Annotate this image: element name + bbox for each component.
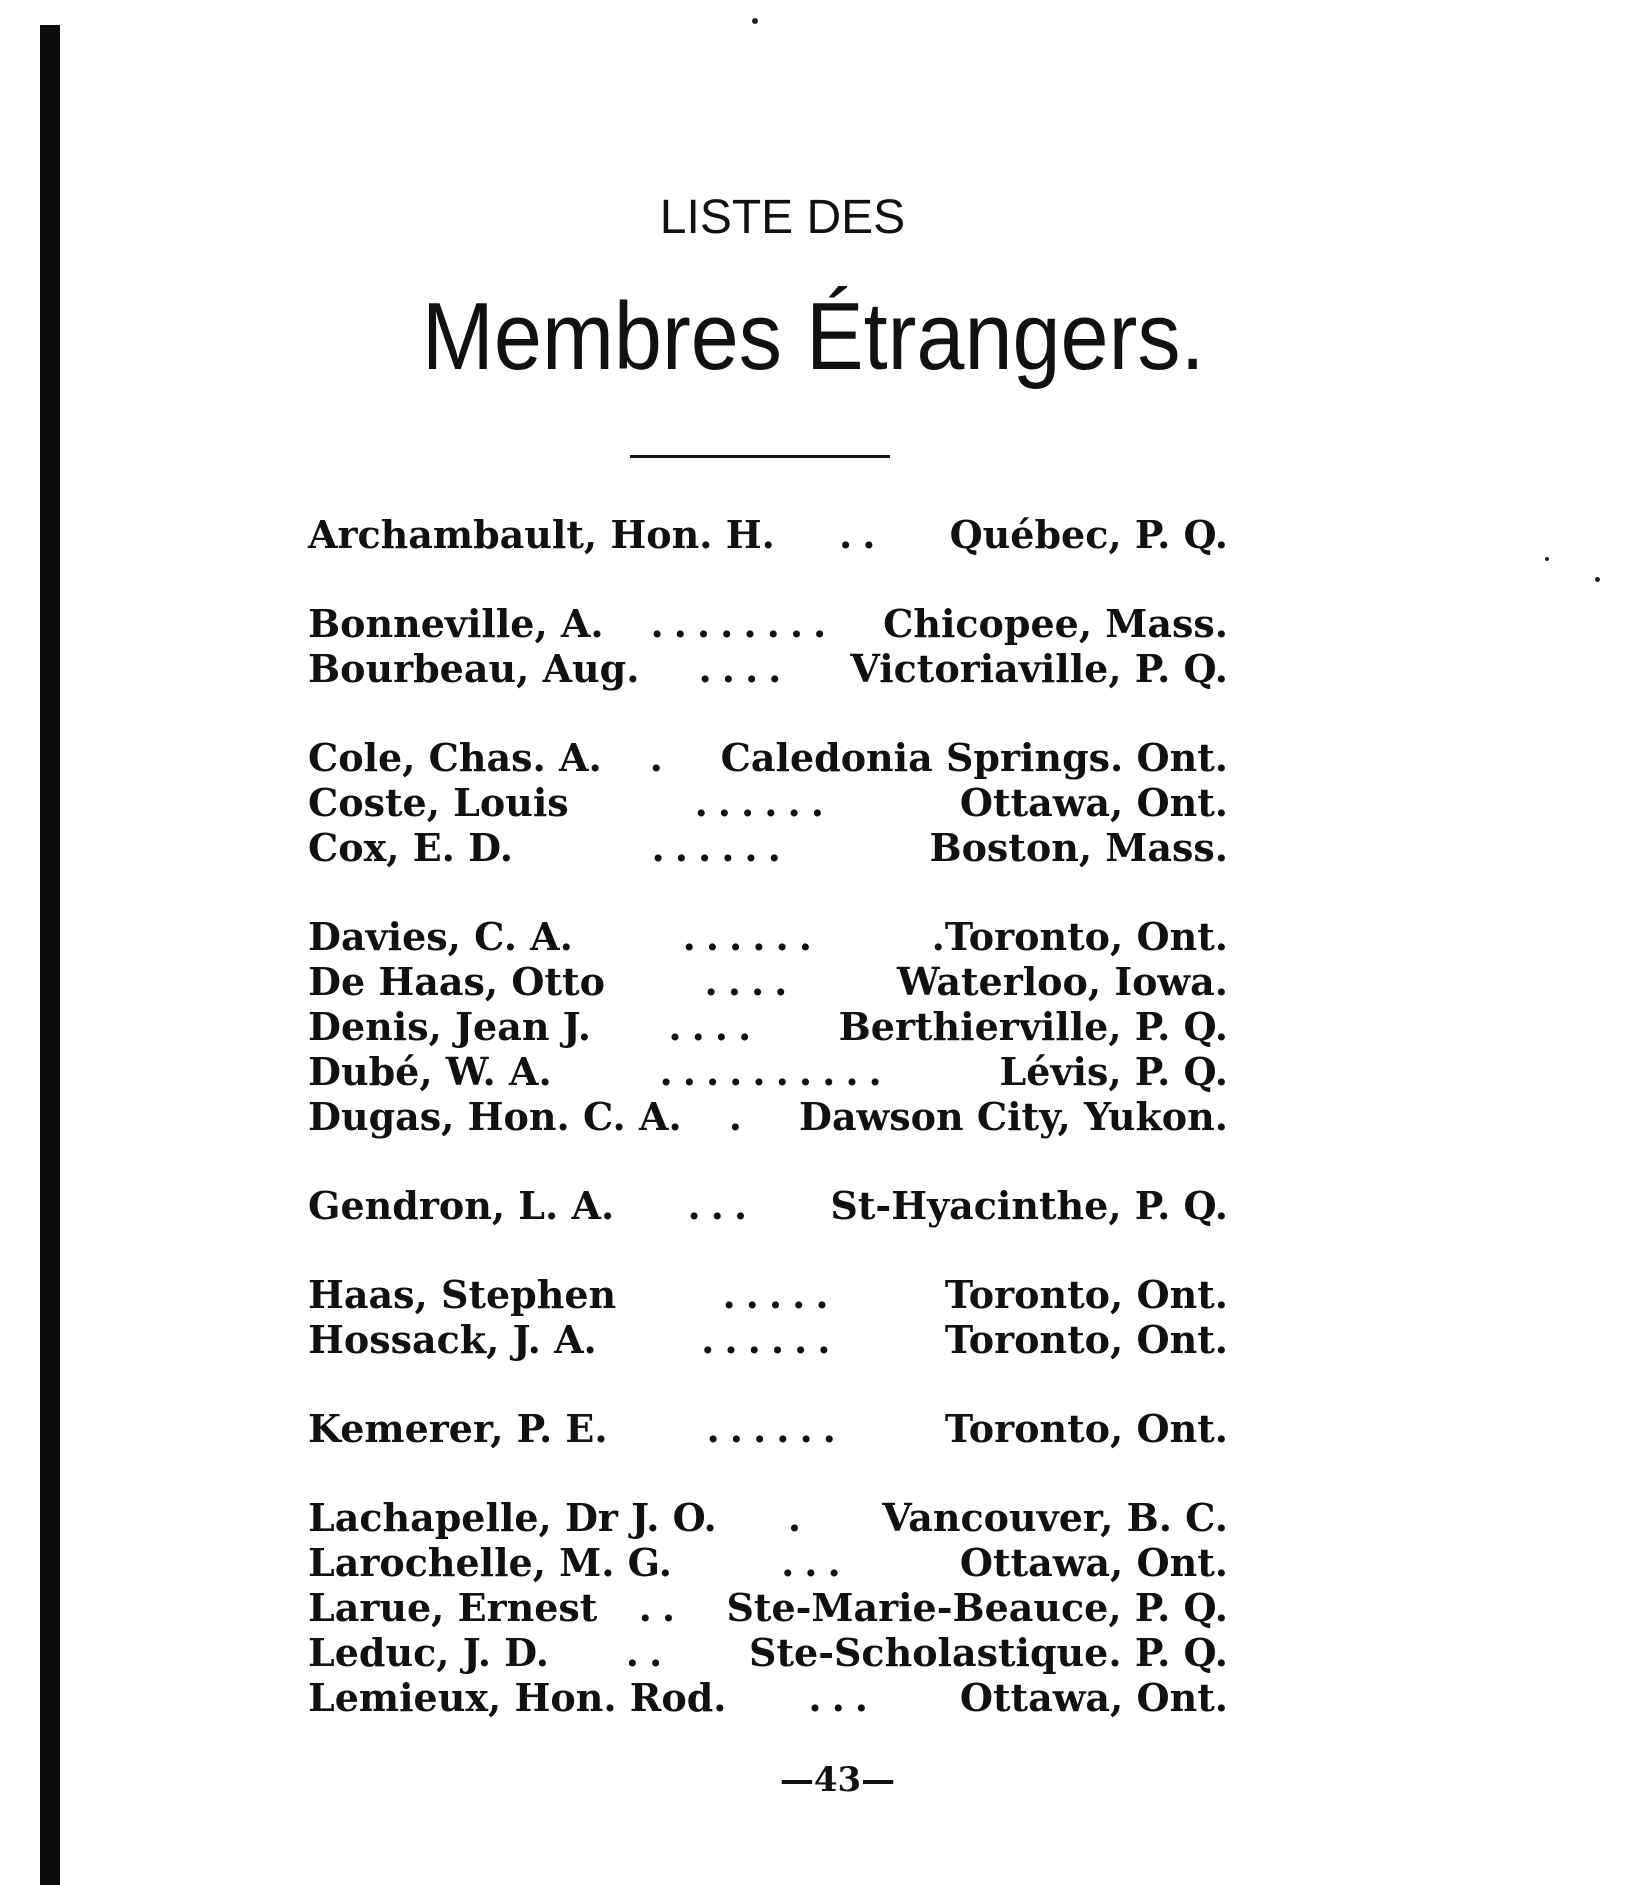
member-name: Dugas, Hon. C. A. <box>308 1094 682 1139</box>
dot-leader: . <box>728 1094 752 1139</box>
list-item <box>308 646 1228 691</box>
list-item <box>308 1585 1228 1630</box>
dot-leader: .. <box>625 1630 673 1675</box>
list-item <box>308 825 1228 870</box>
list-item <box>308 1272 1228 1317</box>
list-item <box>308 914 1228 959</box>
member-name: Haas, Stephen <box>308 1272 617 1317</box>
letter-group-b <box>308 601 1228 691</box>
dot-leader: ...... <box>701 1317 841 1362</box>
dot-leader: ... <box>781 1540 851 1585</box>
list-item <box>308 1049 1228 1094</box>
member-place: Ottawa, Ont. <box>959 1675 1228 1720</box>
dot-leader: . <box>787 1495 812 1540</box>
member-name: Cox, E. D. <box>308 825 513 870</box>
dot-leader: ...... <box>651 825 791 870</box>
member-name: Larue, Ernest <box>308 1585 598 1630</box>
member-place: Toronto, Ont. <box>944 1317 1228 1362</box>
letter-group-h <box>308 1272 1228 1362</box>
dot-leader: ........ <box>650 601 837 646</box>
list-item <box>308 1675 1228 1720</box>
member-place: Toronto, Ont. <box>944 1272 1228 1317</box>
scan-speck <box>752 18 758 24</box>
member-name: Cole, Chas. A. <box>308 735 602 780</box>
dot-leader: .... <box>704 959 798 1004</box>
dot-leader: .. <box>638 1585 686 1630</box>
dot-leader: ... <box>687 1183 758 1228</box>
dot-leader: ...... <box>682 914 822 959</box>
member-place: Chicopee, Mass. <box>883 601 1228 646</box>
member-name: Leduc, J. D. <box>308 1630 550 1675</box>
list-item <box>308 1540 1228 1585</box>
member-place: Ste-Marie-Beauce, P. Q. <box>726 1585 1228 1630</box>
members-list <box>308 512 1228 1764</box>
member-place: Vancouver, B. C. <box>882 1495 1228 1540</box>
list-item <box>308 1406 1228 1451</box>
dot-leader: ..... <box>722 1272 839 1317</box>
member-name: Denis, Jean J. <box>308 1004 591 1049</box>
member-name: Hossack, J. A. <box>308 1317 597 1362</box>
list-item <box>308 1094 1228 1139</box>
letter-group-k <box>308 1406 1228 1451</box>
heading-membres-etrangers: Membres Étrangers. <box>421 283 1205 390</box>
letter-group-a <box>308 512 1228 557</box>
member-name: De Haas, Otto <box>308 959 605 1004</box>
list-item <box>308 1004 1228 1049</box>
list-item <box>308 601 1228 646</box>
member-name: Dubé, W. A. <box>308 1049 552 1094</box>
member-name: Larochelle, M. G. <box>308 1540 673 1585</box>
member-place: Berthierville, P. Q. <box>838 1004 1228 1049</box>
letter-group-g <box>308 1183 1228 1228</box>
dot-leader: ... <box>808 1675 879 1720</box>
heading-liste-des: LISTE DES <box>659 191 906 244</box>
member-name: Kemerer, P. E. <box>308 1406 608 1451</box>
dot-leader: ...... <box>694 780 834 825</box>
member-place: Ottawa, Ont. <box>959 780 1228 825</box>
letter-group-c <box>308 735 1228 870</box>
member-name: Lachapelle, Dr J. O. <box>308 1495 717 1540</box>
scan-speck <box>1545 557 1549 561</box>
dot-leader: .......... <box>659 1049 892 1094</box>
member-place: Victoriaville, P. Q. <box>850 646 1228 691</box>
binding-edge <box>40 25 60 1885</box>
member-name: Davies, C. A. <box>308 914 573 959</box>
member-name: Bourbeau, Aug. <box>308 646 640 691</box>
list-item <box>308 1495 1228 1540</box>
member-name: Gendron, L. A. <box>308 1183 615 1228</box>
member-name: Coste, Louis <box>308 780 569 825</box>
dot-leader: ...... <box>706 1406 846 1451</box>
dot-leader: .... <box>698 646 792 691</box>
member-place: Dawson City, Yukon. <box>798 1094 1228 1139</box>
member-place: Toronto, Ont. <box>944 1406 1228 1451</box>
dot-leader: .. <box>838 512 886 557</box>
list-item <box>308 1317 1228 1362</box>
member-place: Ste-Scholastique. P. Q. <box>749 1630 1228 1675</box>
member-place: Waterloo, Iowa. <box>896 959 1228 1004</box>
list-item <box>308 735 1228 780</box>
list-item <box>308 1183 1228 1228</box>
letter-group-d <box>308 914 1228 1139</box>
member-place: .Toronto, Ont. <box>931 914 1228 959</box>
member-place: Caledonia Springs. Ont. <box>720 735 1228 780</box>
heading-rule <box>630 455 890 458</box>
list-item <box>308 512 1228 557</box>
member-place: Lévis, P. Q. <box>999 1049 1228 1094</box>
list-item <box>308 780 1228 825</box>
member-place: Boston, Mass. <box>929 825 1228 870</box>
letter-group-l <box>308 1495 1228 1720</box>
member-name: Bonneville, A. <box>308 601 604 646</box>
dot-leader: .... <box>668 1004 762 1049</box>
member-place: Québec, P. Q. <box>949 512 1228 557</box>
dot-leader: . <box>649 735 673 780</box>
member-place: St-Hyacinthe, P. Q. <box>830 1183 1228 1228</box>
member-name: Archambault, Hon. H. <box>308 512 775 557</box>
list-item <box>308 1630 1228 1675</box>
member-place: Ottawa, Ont. <box>959 1540 1228 1585</box>
page-number: —43— <box>779 1760 896 1800</box>
member-name: Lemieux, Hon. Rod. <box>308 1675 727 1720</box>
list-item <box>308 959 1228 1004</box>
scan-speck <box>1595 577 1600 582</box>
